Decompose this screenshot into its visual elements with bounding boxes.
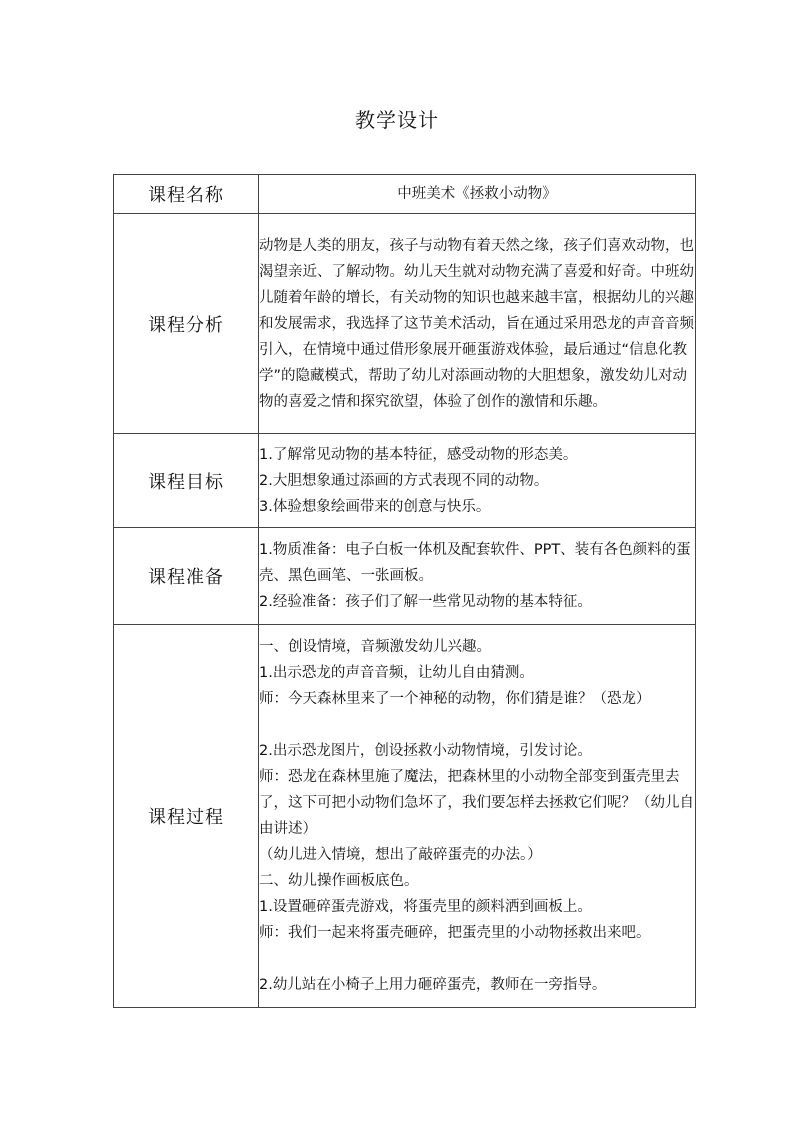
process-line: 一、创设情境，音频激发幼儿兴趣。 — [259, 639, 491, 655]
label-course-name: 课程名称 — [114, 175, 259, 214]
process-line: （幼儿进入情境，想出了敲碎蛋壳的办法。） — [259, 847, 542, 863]
goal-item: 2.大胆想象通过添画的方式表现不同的动物。 — [259, 472, 549, 489]
process-line — [259, 712, 695, 738]
course-analysis-text: 动物是人类的朋友，孩子与动物有着天然之缘，孩子们喜欢动物，也渴望亲近、了解动物。幼儿天生就对动物充满了喜爱和好奇。中班幼儿随着年龄的增长，有关动物的知识也越来越丰富，根据幼儿的兴趣和发展需求，我选择了这节美术活动，旨在通过采用恐龙的声音音频引入，在情境中通过借形象展开砸蛋游戏体验，最后通过“信息化教学”的隐藏模式，帮助了幼儿对添画动物的大胆想象，激发幼儿对动物的喜爱之情和探究欲望，体验了创作的激情和乐趣。 — [259, 214, 696, 434]
process-line — [259, 946, 695, 972]
process-line: 师：今天森林里来了一个神秘的动物，你们猜是谁？（恐龙） — [259, 691, 651, 707]
prep-item-material: 1.物质准备：电子白板一体机及配套软件、PPT、装有各色颜料的蛋壳、黑色画笔、一张画板。 — [259, 542, 691, 584]
label-course-prep: 课程准备 — [114, 528, 259, 625]
course-process-list — [259, 625, 696, 1008]
row-course-goal — [114, 434, 696, 528]
process-line: 1.出示恐龙的声音音频，让幼儿自由猜测。 — [259, 665, 534, 681]
course-name-value: 中班美术《拯救小动物》 — [259, 175, 696, 214]
process-line: 1.设置砸碎蛋壳游戏，将蛋壳里的颜料洒到画板上。 — [259, 899, 592, 915]
goal-item: 1.了解常见动物的基本特征，感受动物的形态美。 — [259, 446, 578, 463]
row-course-prep — [114, 528, 696, 625]
process-line: 师：恐龙在森林里施了魔法，把森林里的小动物全部变到蛋壳里去了，这下可把小动物们急坏了，我们要怎样去拯救它们呢？（幼儿自由讲述） — [259, 769, 694, 837]
course-goal-list — [259, 434, 696, 528]
lesson-plan-table — [113, 174, 696, 1008]
page-title: 教学设计 — [355, 108, 439, 132]
goal-item: 3.体验想象绘画带来的创意与快乐。 — [259, 498, 491, 515]
course-prep-list — [259, 528, 696, 625]
label-course-process: 课程过程 — [114, 625, 259, 1008]
process-line: 2.出示恐龙图片，创设拯救小动物情境，引发讨论。 — [259, 743, 592, 759]
process-line: 二、幼儿操作画板底色。 — [259, 873, 419, 889]
process-line: 2.幼儿站在小椅子上用力砸碎蛋壳，教师在一旁指导。 — [259, 977, 607, 993]
row-course-process — [114, 625, 696, 1008]
label-course-goal: 课程目标 — [114, 434, 259, 528]
prep-item-experience: 2.经验准备：孩子们了解一些常见动物的基本特征。 — [259, 594, 592, 610]
process-line: 师：我们一起来将蛋壳砸碎，把蛋壳里的小动物拯救出来吧。 — [259, 925, 651, 941]
row-course-name — [114, 175, 696, 214]
label-course-analysis: 课程分析 — [114, 214, 259, 434]
row-course-analysis — [114, 214, 696, 434]
